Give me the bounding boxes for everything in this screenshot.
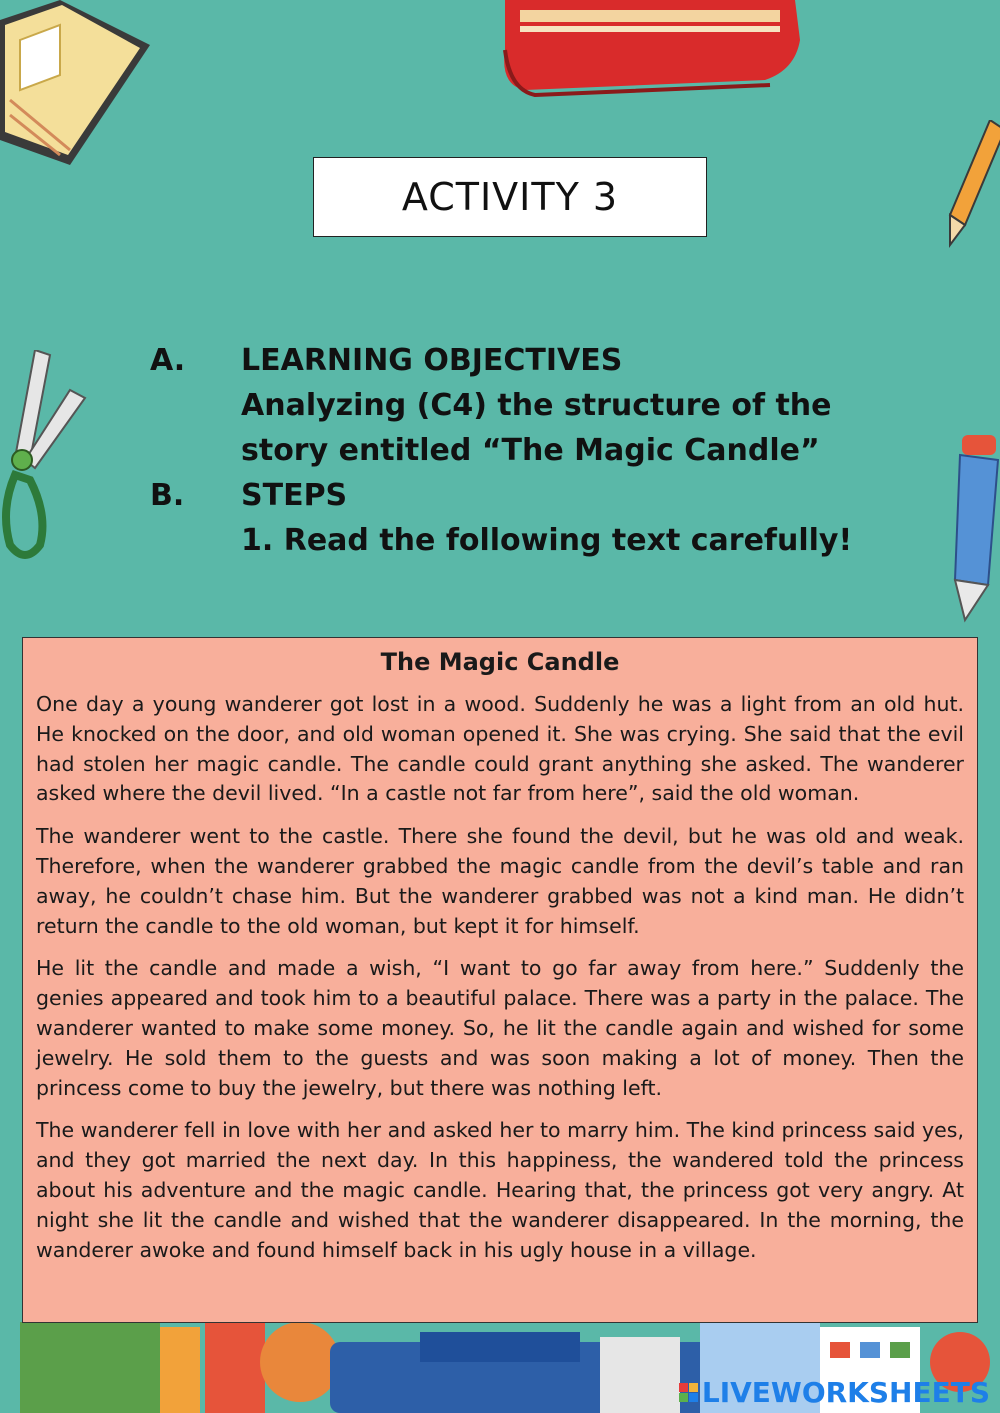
story-paragraph: He lit the candle and made a wish, “I want to go far away from here.” Suddenly the genies appeared and took him to a beautiful palace. There was a party in the palace. The wanderer wanted to make some money. So, he lit the candle again and wished for some jewelry. He sold them to the guests and was soon making a lot of money. Then the princess come to buy the jewelry, but there was nothing left. [36,956,964,1100]
liveworksheets-logo [679,1376,990,1409]
logo-grid-icon [679,1383,698,1402]
pen-icon [950,435,1000,625]
objective-line-2: story entitled “The Magic Candle” [241,433,820,468]
learning-objectives-heading: LEARNING OBJECTIVES [241,343,623,378]
pencil-icon [945,120,1000,250]
story-box [22,637,978,1323]
story-paragraph: One day a young wanderer got lost in a wood. Suddenly he was a light from an old hut. He knocked on the door, and old woman opened it. She was crying. She said that the evil had stolen her magic candle. The candle could grant anything she asked. The wanderer asked where the devil lived. “In a castle not far from here”, said the old woman. [36,692,964,806]
book-icon [495,0,810,100]
story-title: The Magic Candle [380,648,620,676]
section-b-letter: B. [150,478,185,513]
activity-title: ACTIVITY 3 [313,157,707,237]
objective-line-1: Analyzing (C4) the structure of the [241,388,832,423]
story-paragraph: The wanderer fell in love with her and asked her to marry him. The kind princess said yes, and they got married the next day. In this happiness, the wandered told the princess about his adventure and the magic candle. Hearing that, the princess got very angry. At night she lit the candle and wished that the wanderer disappeared. In the morning, the wanderer awoke and found himself back in his ugly house in a village. [36,1118,964,1262]
story-paragraph: The wanderer went to the castle. There she found the devil, but he was old and weak. Therefore, when the wanderer grabbed the magic candle from the devil’s table and ran away, he couldn’t chase him. But the wanderer grabbed was not a kind man. He didn’t return the candle to the old woman, but kept it for himself. [36,824,964,938]
step-1: 1. Read the following text carefully! [241,523,853,558]
watermark-text: LIVEWORKSHEETS [701,1376,990,1409]
scissors-icon [0,350,90,565]
steps-heading: STEPS [241,478,348,513]
notebook-icon [0,0,160,170]
objectives-section [150,338,870,563]
section-a-letter: A. [150,343,186,378]
